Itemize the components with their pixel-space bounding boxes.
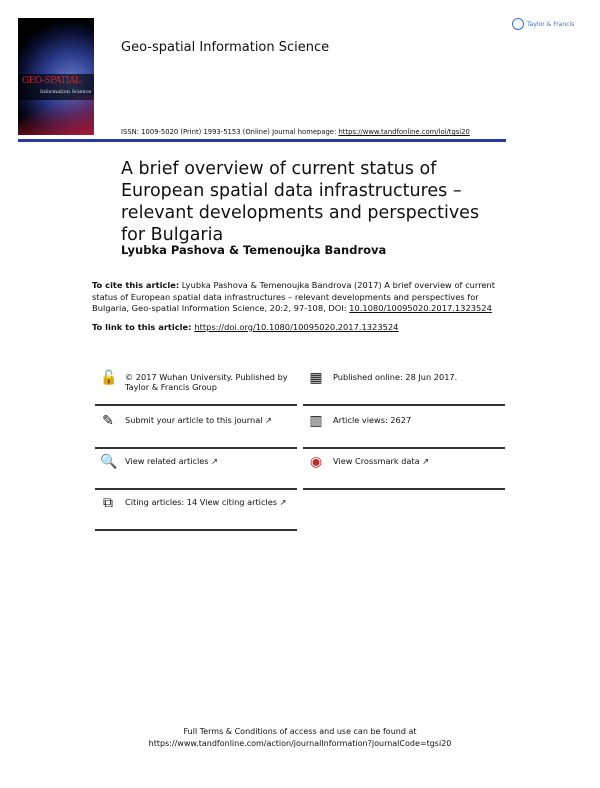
crossmark-link[interactable] xyxy=(303,447,505,490)
article-link-line xyxy=(92,322,398,332)
info-published xyxy=(303,363,505,406)
citation xyxy=(92,280,512,315)
cover-subtitle: Information Science xyxy=(40,89,92,95)
issn-text: ISSN: 1009-5020 (Print) 1993-5153 (Online) Journal homepage: xyxy=(121,128,339,136)
doi-link[interactable]: 10.1080/10095020.2017.1323524 xyxy=(349,303,492,313)
crossmark-icon: ◉ xyxy=(309,454,323,470)
submit-article-link[interactable] xyxy=(95,406,297,449)
article-title: A brief overview of current status of European spatial data infrastructures – relevant developments and perspectives for Bulgaria xyxy=(121,159,480,245)
info-copyright xyxy=(95,363,297,406)
header-divider xyxy=(18,139,506,142)
issn-line xyxy=(121,128,470,136)
publisher-logo-icon xyxy=(512,18,524,30)
citing-articles-icon: ⧉ xyxy=(103,495,113,511)
journal-title: Geo-spatial Information Science xyxy=(121,40,330,55)
cover-title: GEO-SPATIAL xyxy=(22,76,81,86)
info-views xyxy=(303,406,505,449)
footer xyxy=(0,726,600,750)
bar-chart-icon: ▥ xyxy=(309,413,323,429)
info-text: Citing articles: 14 View citing articles ↗ xyxy=(125,497,287,507)
journal-homepage-link[interactable]: https://www.tandfonline.com/loi/tgsi20 xyxy=(338,128,470,136)
info-text: View Crossmark data ↗ xyxy=(333,456,430,466)
authors: Lyubka Pashova & Temenoujka Bandrova xyxy=(121,243,387,257)
info-text: Submit your article to this journal ↗ xyxy=(125,415,272,425)
info-text: © 2017 Wuhan University. Published by Taylor & Francis Group xyxy=(125,372,288,392)
publisher-logo xyxy=(512,18,574,30)
footer-terms: Full Terms & Conditions of access and use can be found at xyxy=(183,727,417,736)
info-text: Article views: 2627 xyxy=(333,415,412,425)
cite-label: To cite this article: xyxy=(92,280,180,290)
calendar-icon: ▦ xyxy=(309,370,323,386)
journal-cover-image xyxy=(18,18,94,135)
cite-text: Lyubka Pashova & Temenoujka Bandrova (2017) A brief overview of current status of European spatial data infrastructures – relevant developments and perspectives for Bulgaria, Geo-spatial Information Science, 20:2, 97-108, DOI: xyxy=(92,280,496,313)
related-articles-icon: 🔍 xyxy=(100,454,118,470)
publisher-logo-text: Taylor & Francis xyxy=(527,20,575,28)
citing-articles-link[interactable] xyxy=(95,488,297,531)
link-label: To link to this article: xyxy=(92,322,195,332)
edit-icon: ✎ xyxy=(102,413,114,429)
info-text: View related articles ↗ xyxy=(125,456,219,466)
info-text: Published online: 28 Jun 2017. xyxy=(333,372,458,382)
related-articles-link[interactable] xyxy=(95,447,297,490)
footer-terms-link[interactable]: https://www.tandfonline.com/action/journalInformation?journalCode=tgsi20 xyxy=(148,739,452,748)
article-link[interactable]: https://doi.org/10.1080/10095020.2017.1323524 xyxy=(194,322,399,332)
open-access-icon: 🔓 xyxy=(100,370,118,386)
